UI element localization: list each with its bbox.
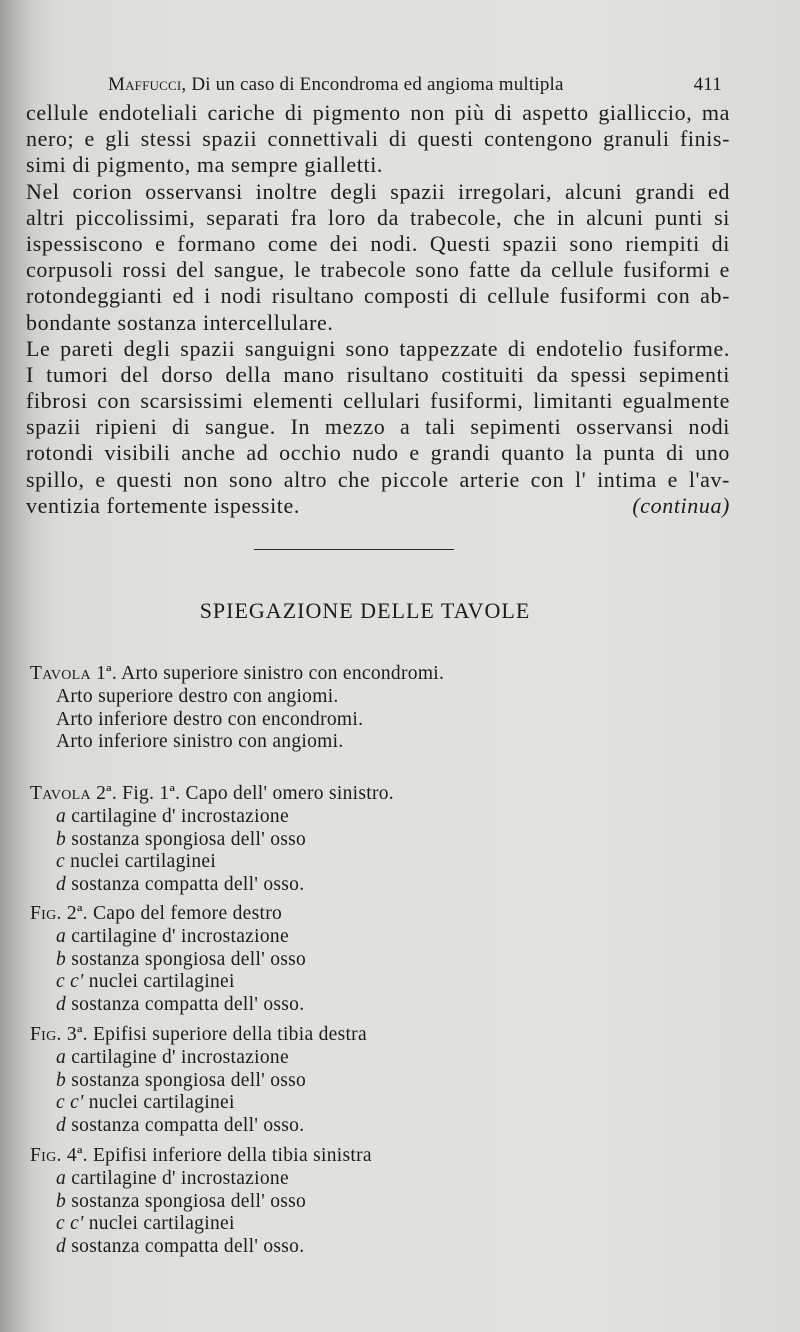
legend-block-fig-4	[30, 1145, 730, 1259]
legend-item	[30, 994, 730, 1017]
legend-text: sostanza spongiosa dell' osso	[71, 1069, 307, 1091]
legend-item	[30, 806, 730, 829]
text-line: nero; e gli stessi spazii connettivali di questi contengono granuli finis-	[26, 126, 730, 152]
legend-item	[30, 686, 730, 709]
text-line: ispessiscono e formano come dei nodi. Questi spazii sono riempiti di	[26, 230, 730, 256]
legend-item	[30, 949, 730, 972]
legend-key: c c'	[56, 971, 84, 993]
legend-heading	[30, 663, 730, 686]
legend-text: sostanza spongiosa dell' osso	[71, 1190, 307, 1212]
section-divider	[254, 549, 454, 550]
legend-heading	[30, 1024, 730, 1047]
legend-key: d	[56, 874, 67, 896]
legend-text: sostanza spongiosa dell' osso	[71, 828, 307, 850]
legend-heading-prefix: Tavola	[30, 783, 91, 804]
text-line: fibrosi con scarsissimi elementi cellulari fusiformi, limitanti egualmente	[26, 388, 730, 414]
legend-text: sostanza spongiosa dell' osso	[71, 948, 307, 970]
section-title: SPIEGAZIONE DELLE TAVOLE	[199, 598, 531, 623]
legend-heading-text: 2ª. Fig. 1ª. Capo dell' omero sinistro.	[96, 783, 394, 804]
text-line-last	[26, 493, 730, 519]
legend-heading	[30, 783, 730, 806]
legend-item	[30, 1191, 730, 1214]
legend-text: nuclei cartilaginei	[88, 971, 235, 993]
legend-key: b	[56, 828, 67, 850]
text-line: cellule endoteliali cariche di pigmento non più di aspetto gialliccio, ma	[26, 100, 730, 125]
legend-key: d	[56, 994, 67, 1016]
legend-item	[30, 1236, 730, 1259]
running-header	[108, 74, 722, 96]
legend-item	[30, 1115, 730, 1138]
legend-text: Arto inferiore sinistro con angiomi.	[56, 731, 344, 753]
text-line: I tumori del dorso della mano risultano costituiti da spessi sepimenti	[26, 361, 730, 387]
legend-heading-text: 3ª. Epifisi superiore della tibia destra	[66, 1024, 367, 1045]
legend-key: c c'	[56, 1213, 84, 1235]
legend-heading	[30, 1145, 730, 1168]
page-number: 411	[693, 74, 722, 95]
legend-item	[30, 874, 730, 897]
legend-heading-prefix: Fig.	[30, 903, 62, 924]
legend-key: b	[56, 948, 67, 970]
text-line: spazii ripieni di sangue. In mezzo a tali sepimenti osservansi nodi	[26, 414, 730, 440]
legend-key: d	[56, 1236, 67, 1258]
legend-key: c	[56, 851, 65, 873]
continua-note: (continua)	[632, 492, 730, 518]
legend-heading-text: 1ª. Arto superiore sinistro con encondromi.	[96, 663, 445, 684]
legend-heading-prefix: Tavola	[30, 663, 91, 684]
legend-key: a	[56, 1046, 67, 1068]
text-line: bondante sostanza intercellulare.	[26, 309, 334, 335]
text-line-content: ventizia fortemente ispessite.	[26, 492, 300, 518]
legend-key: d	[56, 1115, 67, 1137]
legend-heading-prefix: Fig.	[30, 1024, 62, 1045]
body-text	[26, 100, 730, 519]
legend-text: sostanza compatta dell' osso.	[71, 1115, 305, 1137]
legend-key: a	[56, 805, 67, 827]
legend-text: nuclei cartilaginei	[70, 851, 217, 873]
legend-text: sostanza compatta dell' osso.	[71, 994, 305, 1016]
legend-item	[30, 1070, 730, 1093]
legend-item	[30, 926, 730, 949]
legend-item	[30, 971, 730, 994]
text-line: rotondeggianti ed i nodi risultano composti di cellule fusiformi con ab-	[26, 283, 730, 309]
legend-heading-prefix: Fig.	[30, 1145, 62, 1166]
legend-heading-text: 2ª. Capo del femore destro	[66, 903, 283, 924]
legend-text: Arto inferiore destro con encondromi.	[56, 708, 364, 730]
legend-item	[30, 731, 730, 754]
legend-text: cartilagine d' incrostazione	[71, 1167, 289, 1189]
legend-block-tavola-2-fig-1	[30, 783, 730, 897]
legend-block-fig-2	[30, 903, 730, 1017]
text-line: altri piccolissimi, separati fra loro da trabecole, che in alcuni punti si	[26, 204, 730, 230]
legend-item	[30, 829, 730, 852]
header-title: Di un caso di Encondroma ed angioma multipla	[191, 74, 564, 95]
text-line: Le pareti degli spazii sanguigni sono tappezzate di endotelio fusiforme.	[26, 335, 730, 361]
text-line: rotondi visibili anche ad occhio nudo e grandi quanto la punta di uno	[26, 440, 730, 466]
legend-text: nuclei cartilaginei	[88, 1213, 235, 1235]
legend-item	[30, 1047, 730, 1070]
legend-key: b	[56, 1190, 67, 1212]
legend-text: cartilagine d' incrostazione	[71, 925, 289, 947]
legend-item	[30, 1092, 730, 1115]
legend-key: a	[56, 1167, 67, 1189]
legend-item	[30, 1168, 730, 1191]
legend-text: sostanza compatta dell' osso.	[71, 874, 305, 896]
text-line: spillo, e questi non sono altro che piccole arterie con l' intima e l'av-	[26, 466, 730, 492]
legend-text: cartilagine d' incrostazione	[71, 1046, 289, 1068]
legend-block-fig-3	[30, 1024, 730, 1138]
text-line: corpusoli rossi del sangue, le trabecole sono fatte da cellule fusiformi e	[26, 257, 730, 283]
legend-text: nuclei cartilaginei	[88, 1092, 235, 1114]
legend-text: sostanza compatta dell' osso.	[71, 1236, 305, 1258]
legend-key: c c'	[56, 1092, 84, 1114]
legend-text: cartilagine d' incrostazione	[71, 805, 289, 827]
legend-key: b	[56, 1069, 67, 1091]
legend-block-tavola-1	[30, 663, 730, 754]
legend-item	[30, 1213, 730, 1236]
legend-key: a	[56, 925, 67, 947]
legend-item	[30, 851, 730, 874]
legend-heading	[30, 903, 730, 926]
legend-item	[30, 709, 730, 732]
header-author: Maffucci,	[108, 74, 187, 95]
text-line: simi di pigmento, ma sempre gialletti.	[26, 152, 384, 178]
text-line: Nel corion osservansi inoltre degli spazii irregolari, alcuni grandi ed	[26, 178, 730, 204]
legend-text: Arto superiore destro con angiomi.	[56, 685, 339, 707]
legend-heading-text: 4ª. Epifisi inferiore della tibia sinistra	[66, 1145, 372, 1166]
